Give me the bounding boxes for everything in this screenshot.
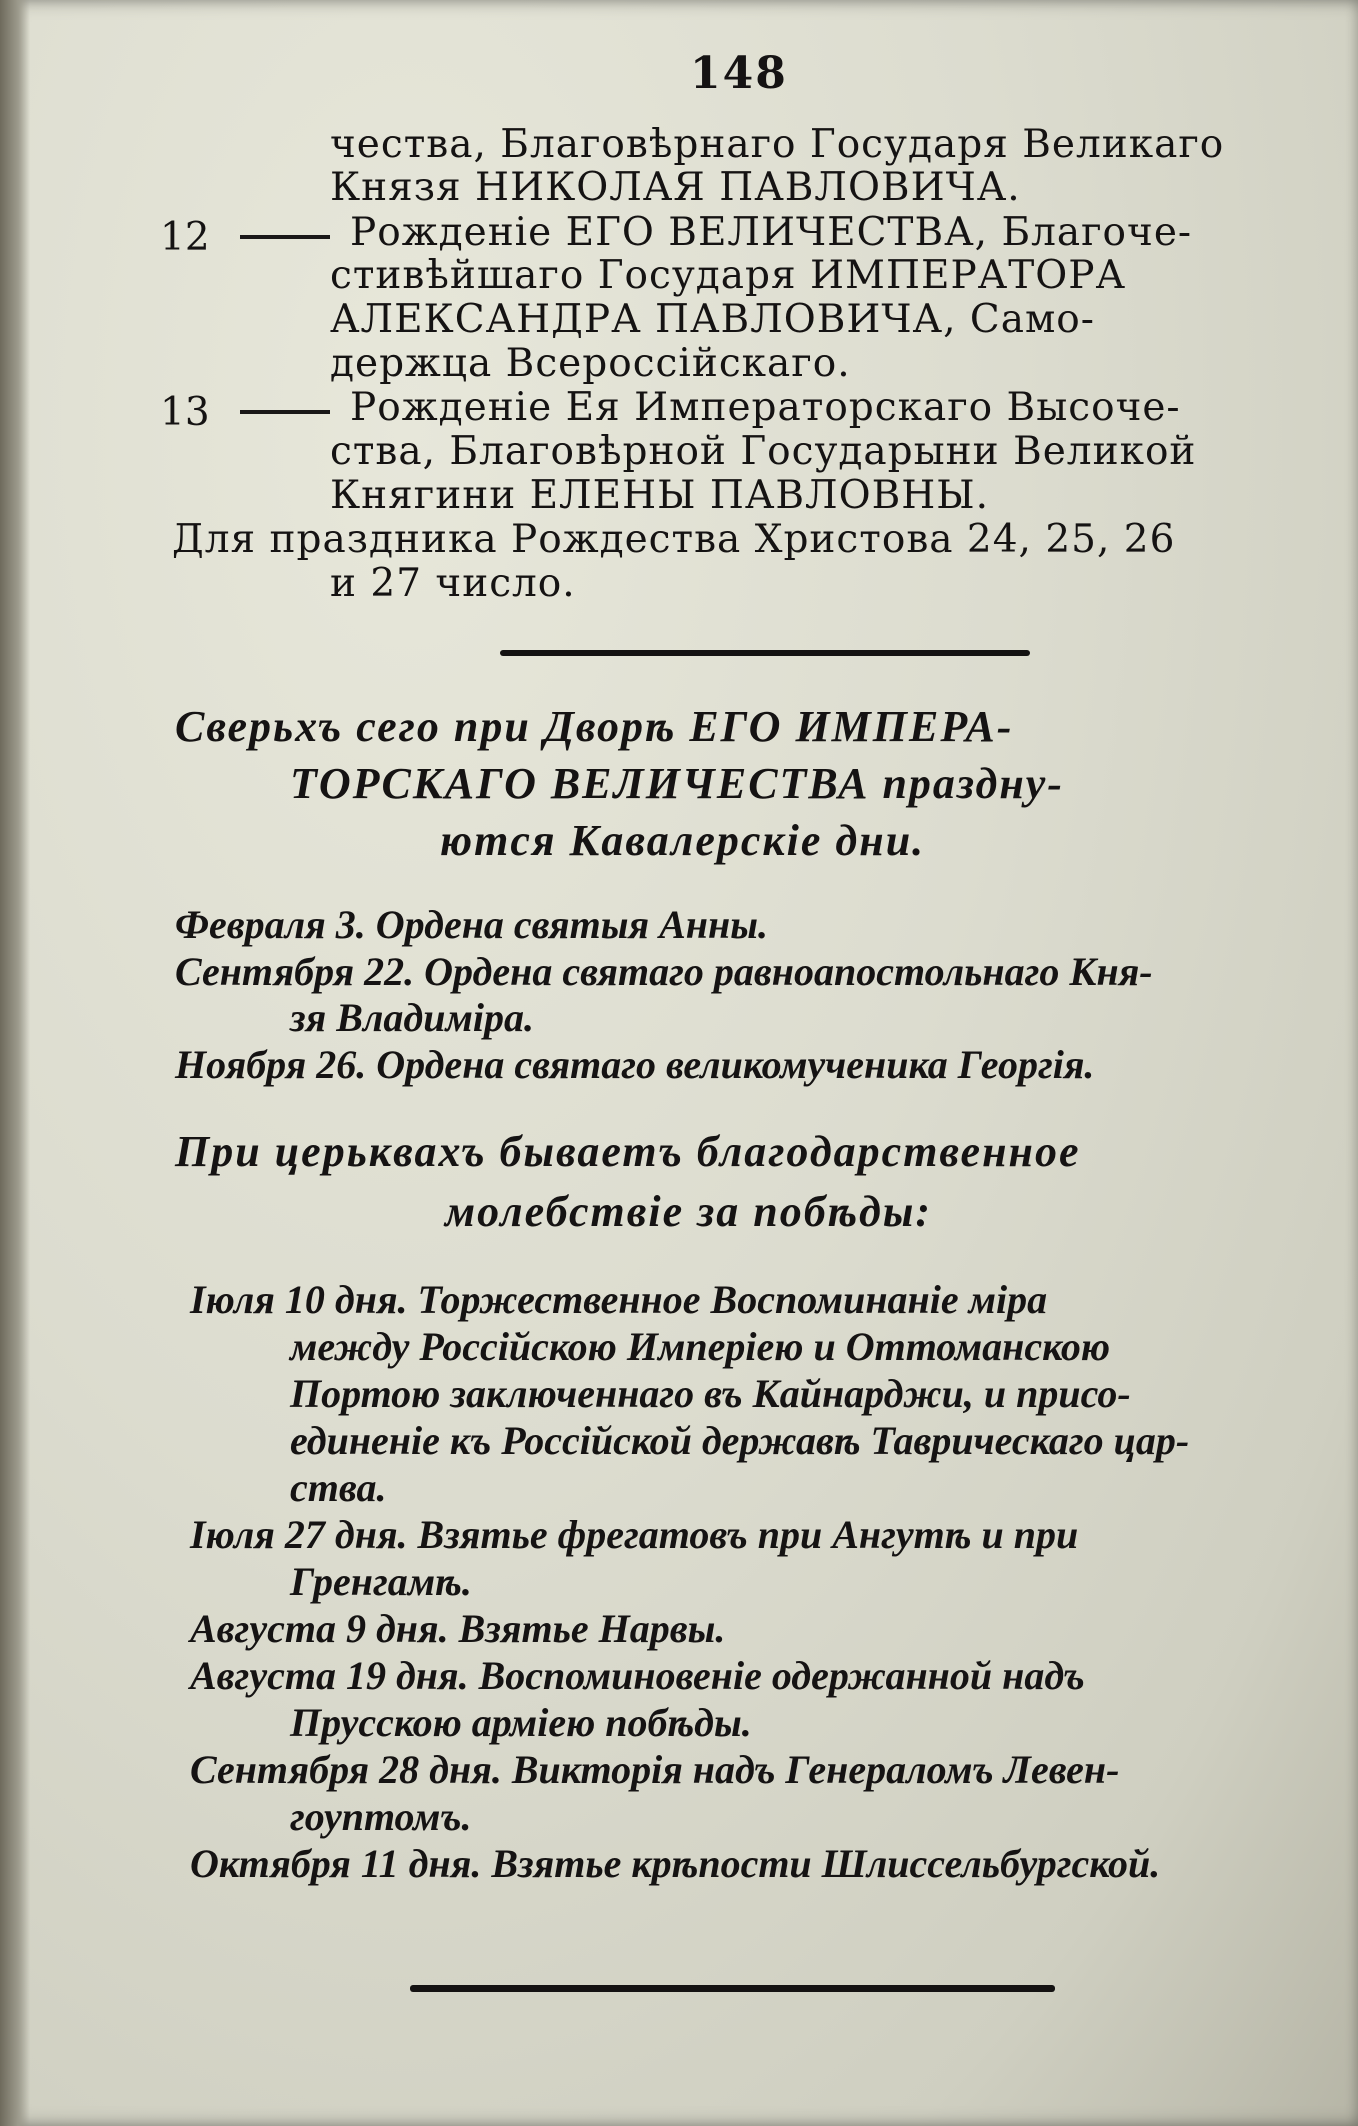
section-heading-line: При церьквахъ бываетъ благодарственное bbox=[175, 1127, 1081, 1176]
order-day-entry: Сентября 22. Ордена святаго равноапостольнаго Кня- bbox=[175, 949, 1153, 994]
text-line: Рожденіе ЕГО ВЕЛИЧЕСТВА, Благоче- bbox=[350, 210, 1193, 255]
order-day-entry: зя Владиміра. bbox=[290, 995, 535, 1040]
victory-entry: гоуптомъ. bbox=[290, 1794, 472, 1839]
text-line: Рожденіе Ея Императорскаго Высоче- bbox=[350, 385, 1181, 430]
entry-dash bbox=[240, 235, 330, 239]
entry-dash bbox=[240, 410, 330, 414]
section-heading-line: ются Кавалерскіе дни. bbox=[440, 816, 926, 865]
victory-entry: Портою заключеннаго въ Кайнарджи, и присо- bbox=[290, 1371, 1131, 1416]
victory-entry: ства. bbox=[290, 1465, 387, 1510]
victory-entry: Іюля 27 дня. Взятье фрегатовъ при Ангутѣ и при bbox=[190, 1512, 1079, 1557]
section-heading-line: молебствіе за побѣды: bbox=[445, 1187, 933, 1236]
text-line: Княгини ЕЛЕНЫ ПАВЛОВНЫ. bbox=[330, 473, 990, 518]
order-day-entry: Ноября 26. Ордена святаго великомученика Георгія. bbox=[175, 1042, 1095, 1087]
text-line: и 27 число. bbox=[330, 561, 576, 606]
text-line: АЛЕКСАНДРА ПАВЛОВИЧА, Само- bbox=[330, 297, 1095, 342]
page-gutter-shadow bbox=[0, 0, 30, 2126]
victory-entry: Іюля 10 дня. Торжественное Воспоминаніе міра bbox=[190, 1277, 1048, 1322]
victory-entry: Гренгамѣ. bbox=[290, 1559, 472, 1604]
order-day-entry: Февраля 3. Ордена святыя Анны. bbox=[175, 902, 768, 947]
victory-entry: Прусскою арміею побѣды. bbox=[290, 1700, 752, 1745]
section-heading-line: Сверьхъ сего при Дворѣ ЕГО ИМПЕРА- bbox=[175, 702, 1014, 751]
text-line: Князя НИКОЛАЯ ПАВЛОВИЧА. bbox=[330, 165, 1021, 210]
text-line: стивѣйшаго Государя ИМПЕРАТОРА bbox=[330, 253, 1126, 298]
section-divider bbox=[500, 650, 1030, 656]
text-line: Для праздника Рождества Христова 24, 25, 26 bbox=[172, 517, 1176, 562]
victory-entry: Октября 11 дня. Взятье крѣпости Шлиссельбургской. bbox=[190, 1841, 1161, 1886]
victory-entry: Августа 19 дня. Воспоминовеніе одержанной надъ bbox=[190, 1653, 1085, 1698]
text-line: ства, Благовѣрной Государыни Великой bbox=[330, 429, 1197, 474]
victory-entry: между Россійскою Имперіею и Оттоманскою bbox=[290, 1324, 1111, 1369]
victory-entry: Сентября 28 дня. Викторія надъ Генераломъ Левен- bbox=[190, 1747, 1120, 1792]
entry-number-12: 12 bbox=[160, 215, 210, 260]
victory-entry: Августа 9 дня. Взятье Нарвы. bbox=[190, 1606, 726, 1651]
entry-number-13: 13 bbox=[160, 390, 210, 435]
section-heading-line: ТОРСКАГО ВЕЛИЧЕСТВА праздну- bbox=[290, 759, 1064, 808]
bottom-divider bbox=[410, 1985, 1055, 1992]
page-number: 148 bbox=[690, 48, 788, 99]
victory-entry: единеніе къ Россійской державѣ Таврическаго цар- bbox=[290, 1418, 1190, 1463]
text-line: держца Всероссійскаго. bbox=[330, 341, 851, 386]
text-line: чества, Благовѣрнаго Государя Великаго bbox=[330, 122, 1225, 167]
